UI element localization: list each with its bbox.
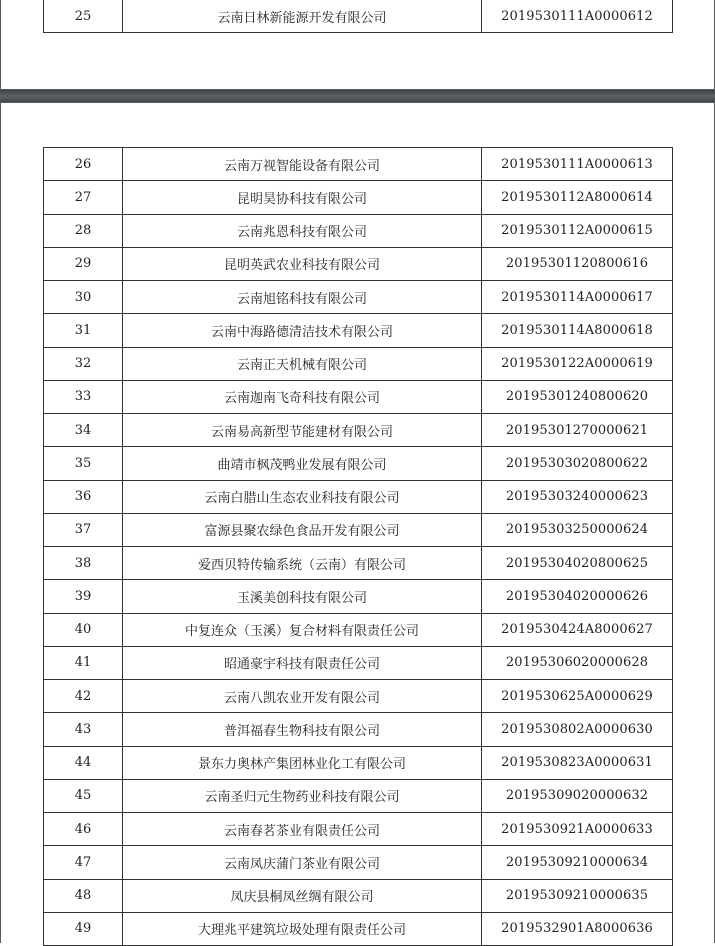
row-number-cell: 43 (44, 713, 123, 746)
page-separator (0, 90, 715, 102)
row-number-cell: 45 (44, 779, 123, 812)
registration-code-cell: 20195301270000621 (482, 414, 673, 447)
company-name-cell: 云南凤庆蒲门茶业有限公司 (123, 846, 482, 879)
row-number-cell: 31 (44, 314, 123, 347)
row-number-cell: 38 (44, 547, 123, 580)
row-number-cell: 40 (44, 613, 123, 646)
company-name-cell: 中复连众（玉溪）复合材料有限责任公司 (123, 613, 482, 646)
company-table-top (43, 0, 673, 33)
registration-code-cell: 2019530802A0000630 (482, 713, 673, 746)
registration-code-cell: 2019532901A8000636 (482, 912, 673, 945)
table-row (44, 779, 673, 812)
company-name-cell: 云南万视智能设备有限公司 (123, 148, 482, 181)
row-number-cell: 30 (44, 281, 123, 314)
row-number-cell: 39 (44, 580, 123, 613)
registration-code-cell: 2019530114A0000617 (482, 281, 673, 314)
company-name-cell: 昭通豪宇科技有限责任公司 (123, 646, 482, 679)
registration-code-cell: 2019530921A0000633 (482, 813, 673, 846)
row-number-cell: 48 (44, 879, 123, 912)
table-row (44, 181, 673, 214)
row-number-cell: 34 (44, 414, 123, 447)
company-name-cell: 云南春茗茶业有限责任公司 (123, 813, 482, 846)
company-table-bottom (43, 147, 673, 946)
table-row (44, 513, 673, 546)
table-row (44, 846, 673, 879)
company-name-cell: 昆明英武农业科技有限公司 (123, 247, 482, 280)
company-name-cell: 昆明昊协科技有限公司 (123, 181, 482, 214)
table-row (44, 613, 673, 646)
company-name-cell: 曲靖市枫茂鸭业发展有限公司 (123, 447, 482, 480)
company-name-cell: 大理兆平建筑垃圾处理有限责任公司 (123, 912, 482, 945)
row-number-cell: 44 (44, 746, 123, 779)
company-name-cell: 富源县聚农绿色食品开发有限公司 (123, 513, 482, 546)
registration-code-cell: 2019530122A0000619 (482, 347, 673, 380)
table-row (44, 580, 673, 613)
row-number-cell: 25 (44, 0, 123, 33)
table-row (44, 746, 673, 779)
registration-code-cell: 20195309210000635 (482, 879, 673, 912)
company-name-cell: 云南易高新型节能建材有限公司 (123, 414, 482, 447)
row-number-cell: 33 (44, 380, 123, 413)
registration-code-cell: 2019530112A8000614 (482, 181, 673, 214)
registration-code-cell: 2019530823A0000631 (482, 746, 673, 779)
company-table-bottom-body (44, 148, 673, 946)
row-number-cell: 47 (44, 846, 123, 879)
row-number-cell: 37 (44, 513, 123, 546)
document-page-top (0, 0, 715, 90)
row-number-cell: 26 (44, 148, 123, 181)
registration-code-cell: 2019530111A0000612 (482, 0, 673, 33)
row-number-cell: 29 (44, 247, 123, 280)
table-row (44, 480, 673, 513)
table-row (44, 547, 673, 580)
company-table-top-body (44, 0, 673, 33)
company-name-cell: 云南白腊山生态农业科技有限公司 (123, 480, 482, 513)
registration-code-cell: 2019530111A0000613 (482, 148, 673, 181)
registration-code-cell: 20195301120800616 (482, 247, 673, 280)
row-number-cell: 41 (44, 646, 123, 679)
company-name-cell: 凤庆县桐凤丝绸有限公司 (123, 879, 482, 912)
table-row (44, 713, 673, 746)
company-name-cell: 云南圣归元生物药业科技有限公司 (123, 779, 482, 812)
table-row (44, 414, 673, 447)
company-name-cell: 云南兆恩科技有限公司 (123, 214, 482, 247)
table-row (44, 912, 673, 945)
registration-code-cell: 20195309020000632 (482, 779, 673, 812)
table-row (44, 813, 673, 846)
company-name-cell: 云南迦南飞奇科技有限公司 (123, 380, 482, 413)
registration-code-cell: 20195304020800625 (482, 547, 673, 580)
registration-code-cell: 2019530424A8000627 (482, 613, 673, 646)
table-row (44, 314, 673, 347)
registration-code-cell: 20195306020000628 (482, 646, 673, 679)
registration-code-cell: 2019530625A0000629 (482, 680, 673, 713)
table-row (44, 646, 673, 679)
table-row (44, 281, 673, 314)
company-name-cell: 普洱福春生物科技有限公司 (123, 713, 482, 746)
table-row (44, 380, 673, 413)
row-number-cell: 28 (44, 214, 123, 247)
table-row (44, 447, 673, 480)
registration-code-cell: 2019530114A8000618 (482, 314, 673, 347)
company-name-cell: 云南日林新能源开发有限公司 (123, 0, 482, 33)
registration-code-cell: 20195309210000634 (482, 846, 673, 879)
row-number-cell: 35 (44, 447, 123, 480)
table-row (44, 0, 673, 33)
table-row (44, 214, 673, 247)
row-number-cell: 36 (44, 480, 123, 513)
table-row (44, 347, 673, 380)
company-name-cell: 云南旭铭科技有限公司 (123, 281, 482, 314)
company-name-cell: 景东力奥林产集团林业化工有限公司 (123, 746, 482, 779)
registration-code-cell: 20195303020800622 (482, 447, 673, 480)
registration-code-cell: 20195303250000624 (482, 513, 673, 546)
company-name-cell: 云南八凯农业开发有限公司 (123, 680, 482, 713)
row-number-cell: 46 (44, 813, 123, 846)
company-name-cell: 玉溪美创科技有限公司 (123, 580, 482, 613)
registration-code-cell: 20195304020000626 (482, 580, 673, 613)
table-row (44, 148, 673, 181)
row-number-cell: 27 (44, 181, 123, 214)
row-number-cell: 42 (44, 680, 123, 713)
registration-code-cell: 2019530112A0000615 (482, 214, 673, 247)
document-page-bottom (0, 102, 715, 943)
registration-code-cell: 20195303240000623 (482, 480, 673, 513)
row-number-cell: 32 (44, 347, 123, 380)
company-name-cell: 爱西贝特传输系统（云南）有限公司 (123, 547, 482, 580)
table-row (44, 879, 673, 912)
table-row (44, 247, 673, 280)
company-name-cell: 云南正天机械有限公司 (123, 347, 482, 380)
company-name-cell: 云南中海路德清洁技术有限公司 (123, 314, 482, 347)
row-number-cell: 49 (44, 912, 123, 945)
table-row (44, 680, 673, 713)
registration-code-cell: 20195301240800620 (482, 380, 673, 413)
